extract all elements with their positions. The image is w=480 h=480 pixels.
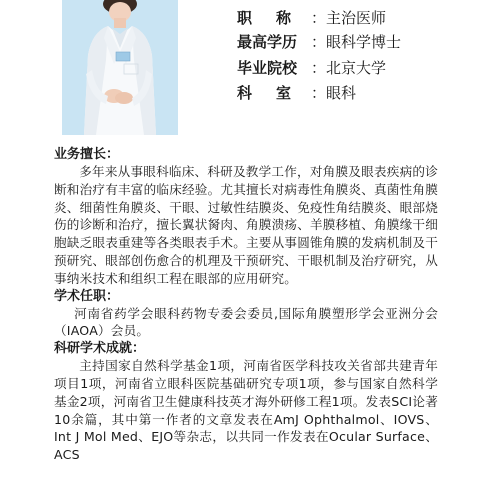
school-value: 北京大学: [326, 59, 387, 77]
bio-content: [54, 146, 438, 464]
degree-row: [237, 30, 401, 54]
separator: ：: [311, 9, 327, 27]
specialty-text: 多年来从事眼科临床、科研及教学工作，对角膜及眼表疾病的诊断和治疗有丰富的临床经验。尤其擅长对病毒性角膜炎、真菌性角膜炎、细菌性角膜炎、干眼、过敏性结膜炎、免疫性角结膜炎、眼部烧伤的诊断和治疗，擅长翼状胬肉、角膜溃疡、羊膜移植、角膜缘干细胞缺乏眼表重建等各类眼表手术。主要从事圆锥角膜的发病机制及干预研究、眼部创伤愈合的机理及干预研究、干眼机制及治疗研究，从事纳米技术和组织工程在眼部的应用研究。: [54, 164, 438, 286]
positions-title: 学术任职：: [54, 288, 120, 304]
research-title: 科研学术成就：: [54, 341, 146, 357]
research-text: 主持国家自然科学基金1项，河南省医学科技攻关省部共建青年项目1项，河南省立眼科医院基础研究专项1项，参与国家自然科学基金2项，河南省卫生健康科技英才海外研修工程1项。发表SCI论著10余篇，其中第一作者的文章发表在AmJ Ophthalmol、IOVS、Int J Mol Med、EJO等杂志，以共同一作发表在Ocular Surface、ACS: [54, 358, 438, 463]
title-row: [237, 6, 386, 30]
degree-value: 眼科学博士: [326, 33, 402, 51]
specialty-title: 业务擅长：: [54, 147, 120, 162]
degree-label: 最高学历: [237, 33, 298, 51]
doctor-photo: [62, 0, 178, 135]
positions-text: 河南省药学会眼科药物专委会委员,国际角膜塑形学会亚洲分会（IAOA）会员。: [54, 305, 438, 339]
separator: ：: [311, 59, 327, 77]
school-row: [237, 56, 386, 80]
doctor-portrait-icon: [62, 0, 178, 135]
school-label: 毕业院校: [237, 59, 298, 77]
title-value: 主治医师: [326, 9, 387, 27]
department-row: [237, 81, 356, 105]
title-label: 职称: [237, 9, 316, 27]
separator: ：: [311, 33, 327, 51]
department-label: 科室: [237, 84, 316, 102]
separator: ：: [311, 84, 327, 102]
department-value: 眼科: [326, 84, 357, 102]
